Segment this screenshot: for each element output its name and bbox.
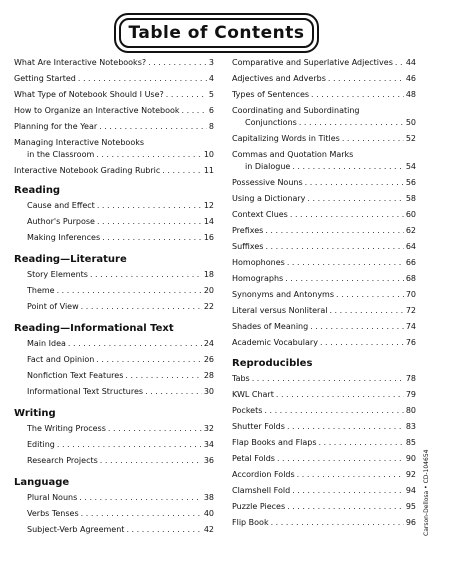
toc-entry-label: Homographs bbox=[232, 274, 284, 283]
toc-entry-label: Accordion Folds bbox=[232, 470, 295, 479]
dot-leader bbox=[342, 134, 404, 144]
toc-entry[interactable] bbox=[232, 306, 416, 316]
toc-entry[interactable] bbox=[232, 194, 416, 204]
toc-entry-page: 74 bbox=[405, 322, 416, 331]
toc-entry-label: The Writing Process bbox=[27, 424, 106, 433]
toc-entry[interactable] bbox=[14, 217, 214, 227]
toc-entry[interactable] bbox=[232, 502, 416, 512]
toc-entry[interactable] bbox=[14, 302, 214, 312]
toc-entry[interactable] bbox=[232, 486, 416, 496]
dot-leader bbox=[162, 166, 202, 176]
toc-entry-page: 26 bbox=[203, 355, 214, 364]
dot-leader bbox=[102, 233, 202, 243]
toc-entry-page: 12 bbox=[203, 201, 214, 210]
toc-entry-label: Possessive Nouns bbox=[232, 178, 303, 187]
toc-entry[interactable] bbox=[14, 106, 214, 116]
toc-entry-page: 8 bbox=[208, 122, 214, 131]
dot-leader bbox=[320, 338, 404, 348]
toc-entry-label: Author's Purpose bbox=[27, 217, 95, 226]
dot-leader bbox=[285, 274, 404, 284]
section-heading: Reading—Literature bbox=[14, 254, 127, 265]
toc-entry[interactable] bbox=[232, 390, 416, 400]
toc-entry-page: 50 bbox=[405, 118, 416, 127]
toc-entry[interactable] bbox=[14, 233, 214, 243]
toc-entry-label: Flap Books and Flaps bbox=[232, 438, 317, 447]
spacer bbox=[232, 528, 416, 534]
toc-entry-label: Prefixes bbox=[232, 226, 264, 235]
toc-entry[interactable] bbox=[232, 274, 416, 284]
toc-entry-page: 95 bbox=[405, 502, 416, 511]
page-title: Table of Contents bbox=[128, 23, 305, 43]
toc-entry-page: 96 bbox=[405, 518, 416, 527]
toc-entry-label: Theme bbox=[27, 286, 55, 295]
toc-entry-label: Getting Started bbox=[14, 74, 76, 83]
toc-entry-page: 5 bbox=[208, 90, 214, 99]
toc-entry-label: Making Inferences bbox=[27, 233, 101, 242]
toc-entry-label: How to Organize an Interactive Notebook bbox=[14, 106, 180, 115]
toc-entry-label: What Are Interactive Notebooks? bbox=[14, 58, 147, 67]
dot-leader bbox=[96, 355, 202, 365]
toc-entry[interactable] bbox=[14, 509, 214, 519]
toc-entry-label: Homophones bbox=[232, 258, 285, 267]
toc-entry-page: 66 bbox=[405, 258, 416, 267]
dot-leader bbox=[277, 454, 404, 464]
toc-entry-page: 6 bbox=[208, 106, 214, 115]
toc-entry-label: Context Clues bbox=[232, 210, 288, 219]
toc-entry-page: 16 bbox=[203, 233, 214, 242]
dot-leader bbox=[252, 374, 404, 384]
toc-entry-page: 90 bbox=[405, 454, 416, 463]
toc-entry-page: 52 bbox=[405, 134, 416, 143]
toc-entry[interactable] bbox=[232, 518, 416, 528]
toc-entry-page: 48 bbox=[405, 90, 416, 99]
toc-entry-page: 11 bbox=[203, 166, 214, 175]
right-column bbox=[232, 58, 416, 534]
toc-entry-page: 54 bbox=[405, 162, 416, 171]
toc-entry[interactable] bbox=[232, 454, 416, 464]
section-heading: Reading bbox=[14, 185, 61, 196]
dot-leader bbox=[305, 178, 404, 188]
toc-entry[interactable] bbox=[14, 122, 214, 132]
toc-entry-page: 30 bbox=[203, 387, 214, 396]
toc-entry[interactable] bbox=[14, 440, 214, 450]
toc-entry-label: Subject-Verb Agreement bbox=[27, 525, 125, 534]
dot-leader bbox=[287, 502, 404, 512]
toc-entry[interactable] bbox=[232, 90, 416, 100]
toc-entry-label: Nonfiction Text Features bbox=[27, 371, 124, 380]
toc-entry[interactable] bbox=[14, 456, 214, 466]
toc-entry-page: 42 bbox=[203, 525, 214, 534]
dot-leader bbox=[287, 258, 404, 268]
toc-entry[interactable] bbox=[14, 387, 214, 397]
dot-leader bbox=[96, 150, 202, 160]
toc-entry-line1: Coordinating and Subordinating bbox=[232, 106, 360, 115]
toc-entry-label: in the Classroom bbox=[27, 150, 95, 159]
toc-entry[interactable] bbox=[232, 406, 416, 416]
toc-entry[interactable] bbox=[232, 226, 416, 236]
dot-leader bbox=[307, 194, 403, 204]
toc-entry-label: Planning for the Year bbox=[14, 122, 98, 131]
dot-leader bbox=[311, 90, 404, 100]
toc-entry[interactable] bbox=[14, 286, 214, 296]
toc-entry[interactable] bbox=[232, 322, 416, 332]
toc-entry-label: Adjectives and Adverbs bbox=[232, 74, 326, 83]
dot-leader bbox=[145, 387, 202, 397]
toc-entry-page: 78 bbox=[405, 374, 416, 383]
toc-entry-page: 46 bbox=[405, 74, 416, 83]
toc-entry-label: Main Idea bbox=[27, 339, 66, 348]
toc-entry-page: 38 bbox=[203, 493, 214, 502]
toc-entry-label: What Type of Notebook Should I Use? bbox=[14, 90, 164, 99]
toc-entry-label: in Dialogue bbox=[245, 162, 291, 171]
toc-entry-page: 22 bbox=[203, 302, 214, 311]
dot-leader bbox=[292, 486, 404, 496]
toc-entry[interactable] bbox=[232, 338, 416, 348]
toc-entry-page: 32 bbox=[203, 424, 214, 433]
toc-entry-label: Shutter Folds bbox=[232, 422, 285, 431]
dot-leader bbox=[108, 424, 202, 434]
dot-leader bbox=[290, 210, 404, 220]
toc-entry-page: 44 bbox=[405, 58, 416, 67]
toc-entry-label: Literal versus Nonliteral bbox=[232, 306, 328, 315]
toc-entry-page: 62 bbox=[405, 226, 416, 235]
toc-entry[interactable] bbox=[14, 270, 214, 280]
toc-entry[interactable] bbox=[232, 242, 416, 252]
dot-leader bbox=[57, 440, 202, 450]
toc-entry[interactable] bbox=[14, 371, 214, 381]
toc-entry[interactable] bbox=[14, 90, 214, 100]
toc-entry-label: Pockets bbox=[232, 406, 263, 415]
toc-entry-label: Editing bbox=[27, 440, 55, 449]
dot-leader bbox=[319, 438, 404, 448]
toc-entry[interactable] bbox=[232, 118, 416, 128]
dot-leader bbox=[68, 339, 202, 349]
toc-entry[interactable] bbox=[232, 74, 416, 84]
toc-entry[interactable] bbox=[232, 470, 416, 480]
dot-leader bbox=[79, 493, 202, 503]
toc-entry[interactable] bbox=[14, 525, 214, 535]
toc-entry-label: Petal Folds bbox=[232, 454, 275, 463]
toc-entry-page: 70 bbox=[405, 290, 416, 299]
dot-leader bbox=[264, 406, 403, 416]
dot-leader bbox=[276, 390, 404, 400]
dot-leader bbox=[81, 509, 202, 519]
toc-entry[interactable] bbox=[232, 162, 416, 172]
toc-entry-label: Clamshell Fold bbox=[232, 486, 291, 495]
toc-entry-page: 72 bbox=[405, 306, 416, 315]
toc-entry-label: KWL Chart bbox=[232, 390, 274, 399]
toc-entry-page: 56 bbox=[405, 178, 416, 187]
toc-entry-page: 64 bbox=[405, 242, 416, 251]
toc-entry-page: 92 bbox=[405, 470, 416, 479]
toc-entry-page: 58 bbox=[405, 194, 416, 203]
toc-entry[interactable] bbox=[14, 201, 214, 211]
toc-entry[interactable] bbox=[232, 438, 416, 448]
section-heading: Reproducibles bbox=[232, 358, 313, 369]
toc-entry-page: 40 bbox=[203, 509, 214, 518]
toc-entry-page: 34 bbox=[203, 440, 214, 449]
toc-entry[interactable] bbox=[14, 339, 214, 349]
dot-leader bbox=[99, 122, 207, 132]
toc-entry-page: 68 bbox=[405, 274, 416, 283]
toc-entry-label: Flip Book bbox=[232, 518, 269, 527]
toc-entry-page: 94 bbox=[405, 486, 416, 495]
toc-entry-page: 36 bbox=[203, 456, 214, 465]
toc-entry-label: Types of Sentences bbox=[232, 90, 310, 99]
dot-leader bbox=[97, 217, 202, 227]
toc-entry-line1: Managing Interactive Notebooks bbox=[14, 138, 145, 147]
toc-entry-label: Synonyms and Antonyms bbox=[232, 290, 335, 299]
dot-leader bbox=[57, 286, 202, 296]
toc-entry-page: 24 bbox=[203, 339, 214, 348]
toc-entry-label: Suffixes bbox=[232, 242, 264, 251]
toc-entry-label: Point of View bbox=[27, 302, 79, 311]
dot-leader bbox=[292, 162, 404, 172]
toc-entry[interactable] bbox=[14, 58, 214, 68]
dot-leader bbox=[287, 422, 404, 432]
dot-leader bbox=[126, 525, 201, 535]
toc-entry-label: Interactive Notebook Grading Rubric bbox=[14, 166, 161, 175]
dot-leader bbox=[125, 371, 201, 381]
toc-entry-page: 18 bbox=[203, 270, 214, 279]
toc-entry-line1: Commas and Quotation Marks bbox=[232, 150, 354, 159]
dot-leader bbox=[81, 302, 202, 312]
toc-entry-label: Plural Nouns bbox=[27, 493, 78, 502]
toc-entry-label: Informational Text Structures bbox=[27, 387, 144, 396]
toc-entry-label: Cause and Effect bbox=[27, 201, 95, 210]
toc-entry[interactable] bbox=[232, 258, 416, 268]
toc-entry[interactable] bbox=[232, 178, 416, 188]
toc-entry[interactable] bbox=[14, 355, 214, 365]
toc-entry-page: 80 bbox=[405, 406, 416, 415]
dot-leader bbox=[329, 306, 403, 316]
left-column bbox=[14, 58, 214, 546]
toc-entry-page: 4 bbox=[208, 74, 214, 83]
toc-entry[interactable] bbox=[232, 374, 416, 384]
toc-entry-page: 60 bbox=[405, 210, 416, 219]
dot-leader bbox=[265, 226, 403, 236]
toc-entry-label: Conjunctions bbox=[245, 118, 297, 127]
dot-leader bbox=[97, 201, 202, 211]
dot-leader bbox=[328, 74, 404, 84]
dot-leader bbox=[182, 106, 207, 116]
toc-entry[interactable] bbox=[14, 74, 214, 84]
toc-entry[interactable] bbox=[232, 134, 416, 144]
toc-entry[interactable] bbox=[232, 422, 416, 432]
toc-entry-label: Fact and Opinion bbox=[27, 355, 95, 364]
toc-entry-label: Story Elements bbox=[27, 270, 88, 279]
toc-entry-label: Capitalizing Words in Titles bbox=[232, 134, 340, 143]
toc-entry[interactable] bbox=[232, 290, 416, 300]
toc-entry-page: 3 bbox=[208, 58, 214, 67]
toc-entry-page: 85 bbox=[405, 438, 416, 447]
toc-entry[interactable] bbox=[232, 58, 416, 68]
dot-leader bbox=[297, 470, 404, 480]
dot-leader bbox=[336, 290, 404, 300]
dot-leader bbox=[78, 74, 207, 84]
toc-entry[interactable] bbox=[14, 166, 214, 176]
title-box bbox=[114, 13, 319, 53]
toc-entry-label: Tabs bbox=[232, 374, 250, 383]
dot-leader bbox=[310, 322, 404, 332]
dot-leader bbox=[299, 118, 404, 128]
section-heading: Writing bbox=[14, 408, 56, 419]
toc-entry-page: 10 bbox=[203, 150, 214, 159]
spacer bbox=[14, 541, 214, 546]
toc-entry-label: Research Projects bbox=[27, 456, 98, 465]
dot-leader bbox=[271, 518, 404, 528]
section-heading: Reading—Informational Text bbox=[14, 323, 174, 334]
toc-entry-page: 76 bbox=[405, 338, 416, 347]
title-inner-border bbox=[119, 18, 314, 48]
toc-entry-page: 28 bbox=[203, 371, 214, 380]
publisher-credit: Carson-Dellosa • CD-104654 bbox=[423, 449, 430, 536]
dot-leader bbox=[166, 90, 207, 100]
toc-entry[interactable] bbox=[14, 493, 214, 503]
toc-entry-label: Shades of Meaning bbox=[232, 322, 309, 331]
toc-entry[interactable] bbox=[232, 210, 416, 220]
toc-entry-page: 14 bbox=[203, 217, 214, 226]
toc-entry-label: Using a Dictionary bbox=[232, 194, 306, 203]
toc-entry-page: 83 bbox=[405, 422, 416, 431]
dot-leader bbox=[90, 270, 202, 280]
toc-entry[interactable] bbox=[14, 424, 214, 434]
toc-entry-label: Academic Vocabulary bbox=[232, 338, 318, 347]
section-heading: Language bbox=[14, 477, 70, 488]
toc-entry-label: Verbs Tenses bbox=[27, 509, 79, 518]
toc-entry-label: Puzzle Pieces bbox=[232, 502, 286, 511]
toc-entry-page: 20 bbox=[203, 286, 214, 295]
dot-leader bbox=[395, 58, 404, 68]
toc-entry-page: 79 bbox=[405, 390, 416, 399]
dot-leader bbox=[100, 456, 202, 466]
toc-entry[interactable] bbox=[14, 150, 214, 160]
toc-entry-label: Comparative and Superlative Adjectives bbox=[232, 58, 393, 67]
dot-leader bbox=[265, 242, 403, 252]
dot-leader bbox=[148, 58, 207, 68]
